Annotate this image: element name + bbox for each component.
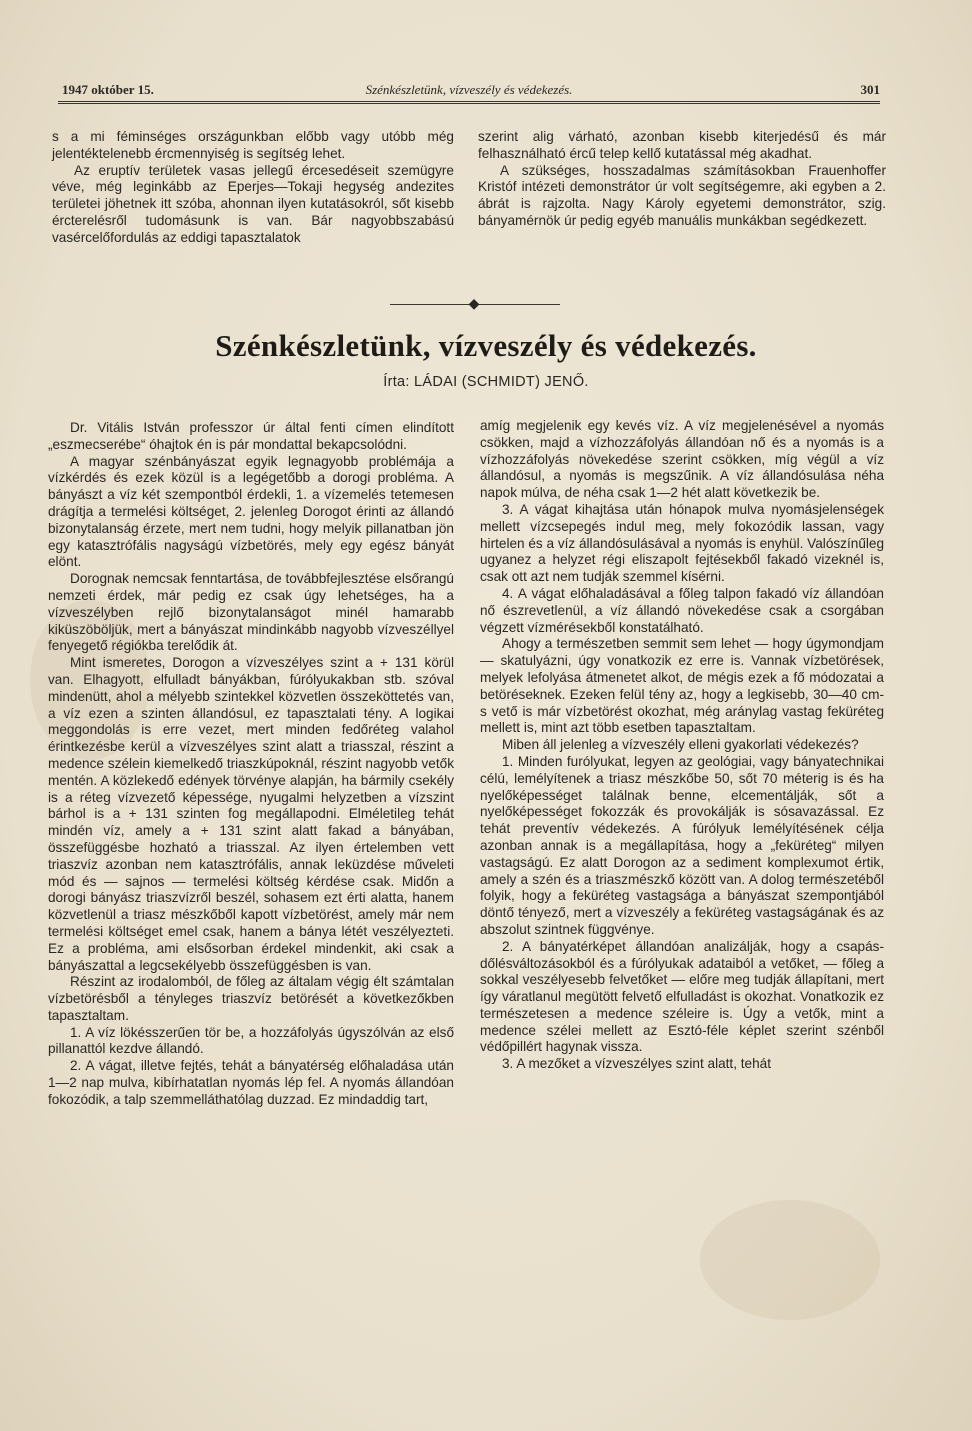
paragraph: A magyar szénbányászat egyik legnagyobb problémája a vízkérdés és ezek közül is a legégetőbb a dorogi probléma. A bányászt a víz két szempontból érdekli, 1. a vízemelés tetemesen drágítja a termelési költséget, 2. jelenleg Dorogot érinti az állandó bizonytalanság érzete, mert nem tudni, hogy melyik pillanatban jön egy katasztrófális nagyságú vízbetörés, mely egy egész bányát elönt. (48, 453, 454, 570)
paragraph: 2. A vágat, illetve fejtés, tehát a bányatérség előhaladása után 1—2 nap mulva, kibírhatatlan nyomás lép fel. A nyomás állandóan fokozódik, a talp szemmelláthatólag duzzad. Ez mindaddig tart, (48, 1058, 454, 1107)
page-number: 301 (860, 82, 880, 97)
paragraph: szerint alig várható, azonban kisebb kiterjedésű és már felhasználható ércű telep kellő kutatással még akadhat. (478, 129, 886, 161)
paragraph: Miben áll jelenleg a vízveszély elleni gyakorlati védekezés? (502, 737, 859, 753)
header-title: Szénkészletünk, vízveszély és védekezés. (365, 82, 573, 97)
paragraph: A szükséges, hosszadalmas számításokban Frauenhoffer Kristóf intézeti demonstrátor úr volt segítségemre, aki egyben a 2. ábrát is rajzolta. Nagy Károly egyetemi demonstrátor, szig. bányamérnök úr pedig egyéb manuális munkákban segédkezett. (478, 162, 886, 228)
paper-stain (700, 1200, 880, 1320)
paragraph: 2. A bányatérképet állandóan analizálják, hogy a csapás-dőlésváltozásokból és a fúrólyukak adataiból a vetőket, — főleg a sokkal veszélyesebb felvetőket — előre meg tudják állapítani, mert így váratlanul megütött felvető elfulladást is okozhat. Vonatkozik ez természetesen a medence széleire is. Úgy a vetők, mint a medence szélei mellett az Esztó-féle képlet szerint szénből védőpillért hagynak vissza. (480, 938, 884, 1055)
paragraph: Az eruptív területek vasas jellegű ércesedéseit szemügyre véve, még leginkább az Eperjes—Tokaji hegység andezites területei jöhetnek itt szóba, ahonnan ilyen kutatásokról, sőt kisebb ércterelésről tudomásunk is van. Bár nagyobbszabású vasércelőfordulás az eddigi tapasztalatok (52, 162, 454, 245)
paragraph: Dorognak nemcsak fenntartása, de továbbfejlesztése elsőrangú nemzeti érdek, már pedig ez csak úgy lehetséges, ha a vízveszélyben rejlő bizonytalanságot minél hamarabb kiküszöböljük, mert a bányászat mindinkább nagyobb vízveszéllyel fenyegető régiókba terelődik át. (48, 571, 454, 654)
previous-article-right-column (478, 129, 886, 230)
paragraph: s a mi féminséges országunkban előbb vagy utóbb még jelentéktelenebb ércmennyiség is segítség lehet. (52, 129, 454, 161)
article-right-column (480, 418, 884, 1073)
paragraph: amíg megjelenik egy kevés víz. A víz megjelenésével a nyomás csökken, majd a vízhozzáfolyás állandóan nő és a nyomás is a vízhozzáfolyás növekedése szerint csökken, míg végül a víz állandósul, a nyomás is megszűnik. A víz állandósulása néha napok múlva, de néha csak 1—2 hét alatt következik be. (480, 418, 884, 501)
paragraph: Dr. Vitális István professzor úr által fenti címen elindított „eszmecserébe“ óhajtok én is pár mondattal bekapcsolódni. (48, 420, 454, 452)
divider-ornament: ◆ (468, 296, 480, 312)
article-byline: Írta: LÁDAI (SCHMIDT) JENŐ. (383, 374, 589, 390)
header-date: 1947 október 15. (62, 82, 154, 97)
paragraph: Részint az irodalomból, de főleg az általam végig élt számtalan vízbetörésből a tényleges triaszvíz betörését a következőkben tapasztaltam. (48, 974, 454, 1023)
paragraph: 1. A víz lökésszerűen tör be, a hozzáfolyás úgyszólván az első pillanattól kezdve állandó. (48, 1024, 454, 1057)
paragraph: 4. A vágat előhaladásával a főleg talpon fakadó víz állandóan nő észrevetlenül, a víz állandó növekedése csak a csorgában végzett vízmérésekből konstatálható. (480, 585, 884, 635)
header-rule (58, 101, 880, 104)
previous-article-left-column (52, 129, 454, 247)
paragraph: 3. A vágat kihajtása után hónapok mulva nyomásjelenségek mellett vízcsepegés indul meg, mely fokozódik lassan, vagy hirtelen és a víz állandósulásával a nyomás is enyhül. Valószínűleg ugyanez a helyzet régi eliszapolt fejtésekből fakadó vizeknél is, csak ott azt nem tudják szemmel kísérni. (480, 501, 885, 585)
running-header (58, 80, 880, 102)
paragraph: 3. A mezőket a vízveszélyes szint alatt, tehát (502, 1056, 771, 1072)
article-title: Szénkészletünk, vízveszély és védekezés. (215, 328, 757, 363)
paragraph: Ahogy a természetben semmit sem lehet — hogy úgymondjam — skatulyázni, úgy vonatkozik ez erre is. Vannak vízbetörések, melyek lefolyása átmenetet alkot, de mégis ezek a fő módozatai a betöréseknek. Ezeken felül tény az, hogy a legkisebb, 30—40 cm-s vető is már vízbetörést okozhat, még aránylag vastag feküréteg mellett is, mint azt több esetben tapasztaltam. (480, 636, 884, 736)
paragraph: 1. Minden furólyukat, legyen az geológiai, vagy bányatechnikai célú, lemélyítenek a triasz mészkőbe 50, sőt 70 méterig is és ha nyelőképességet találnak benne, elcementálják, sőt a nyelőképességet fokozzák és provokálják is sósavazással. Ez tehát preventív védekezés. A fúrólyuk lemélyítésének célja azonban annak is a megállapítása, hogy a „feküréteg“ milyen vastagságú. Ez alatt Dorogon az a sediment komplexumot értik, amely a szén és a triaszmészkő között van. A dolog természetéből folyik, hogy a feküréteg vastagsága a bányászat szempontjából döntő tényező, mert a vízveszély a feküréteg vastagságának és az abszolut szintnek függvénye. (480, 753, 884, 937)
article-left-column (48, 420, 454, 1109)
paragraph: Mint ismeretes, Dorogon a vízveszélyes szint a + 131 körül van. Elhagyott, elfulladt bányákban, fúrólyukakban stb. szóval mindenütt, ahol a mélyebb szintekkel közvetlen összeköttetés van, a víz ezen a szinten állandósul, ez tapasztalati tény. A logikai meggondolás is erre vezet, mert minden fedőréteg valahol érintkezésbe kerül a vízveszélyes szint alatt a triasszal, részint a medence szélein kiemelkedő triaszkúpoknál, részint nagyobb vetők mentén. A közlekedő edények törvénye alapján, ha bármily csekély is a réteg vízvezető képessége, nyugalmi helyzetben a vízszint bárhol is a + 131 szinten fog megállapodni. Elméletileg tehát mindén víz, amely a + 131 szint alatt fakad a bányában, összefüggésbe hozható a triasszal. Az ilyen értelemben vett triaszvíz azonban nem katasztrófális, annak leküzdése műveleti mód és — sajnos — termelési költség kérdése csak. Midőn a dorogi bányász triaszvízről beszél, sohasem ezt érti alatta, hanem közvetlenül a triasz mészkőből kapott vízbetörést, amely már nem termelési költséget emel csak, hanem a bánya létét veszélyezteti. Ez a probléma, ami elsősorban érdekel mindenkit, aki csak a bányászattal a legcsekélyebb összefüggésben is van. (48, 655, 454, 973)
